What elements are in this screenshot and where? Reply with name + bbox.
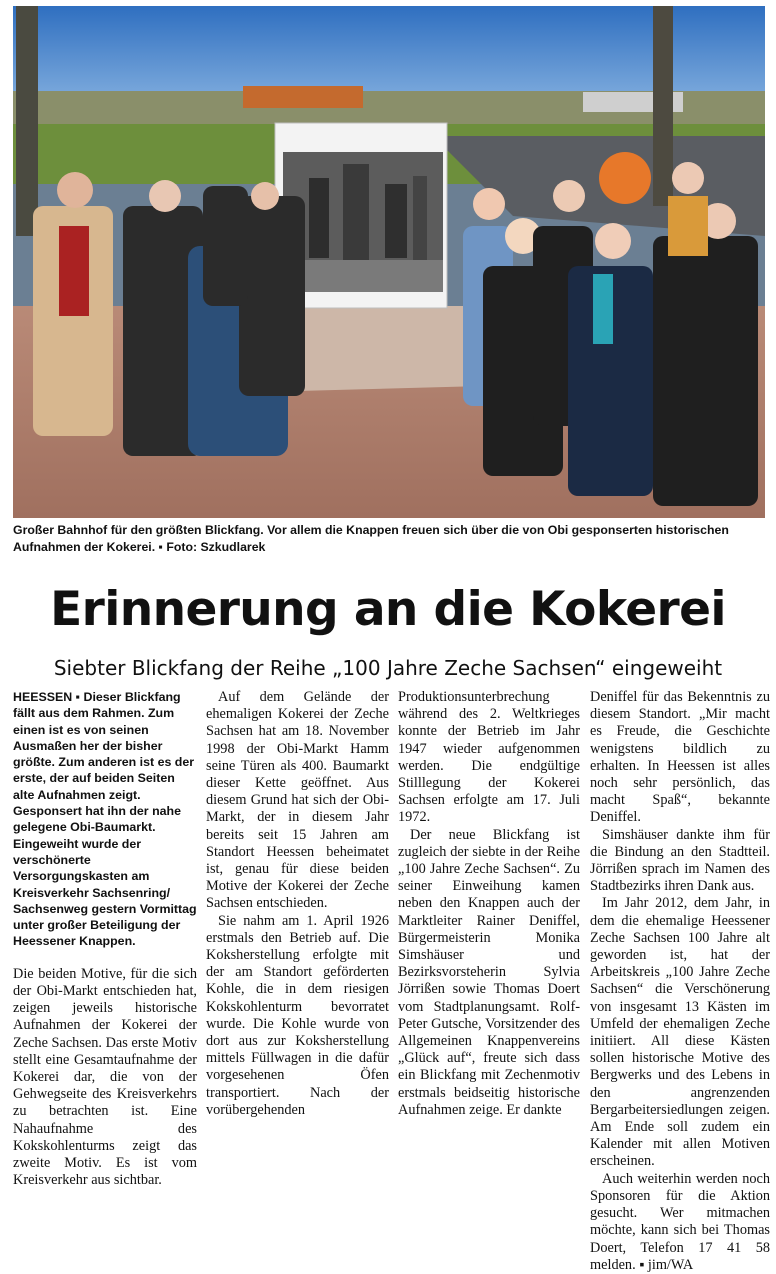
body-paragraph-continued: Deniffel für das Bekenntnis zu diesem Standort. „Mir macht es Freude, die Geschichte wenigstens bildlich zu erhalten. In Heessen ist alles noch sehr persönlich, das macht Spaß“, bekannte Deniffel. — [590, 689, 770, 826]
body-paragraph: Die beiden Motive, für die sich der Obi-Markt entschieden hat, zeigen jeweils historische Aufnahmen der Kokerei der Zeche Sachsen. Das erste Motiv stellt eine Gesamtaufnahme der Kokerei dar, die von der Gehwegseite des Kreisverkehrs zu betrachten ist. Eine Nahaufnahme des Kokskohlenturms zeigt das zweite Motiv. Es ist vom Kreisverkehr aus sichtbar. — [13, 965, 197, 1189]
article-lead: HEESSEN ▪ Dieser Blickfang fällt aus dem Rahmen. Zum einen ist es von seinen Ausmaßen her der bisher größte. Zum anderen ist es der erste, der auf beiden Seiten alte Aufnahmen zeigt. Gesponsert hat ihn der nahe gelegene Obi-Baumarkt. Eingeweiht wurde der verschönerte Versorgungskasten am Kreisverkehr Sachsenring/ Sachsenweg gestern Vormittag unter großer Beteiligung der Heessener Knappen. — [13, 690, 197, 949]
group-photo-image — [13, 6, 765, 518]
text-column-2 — [206, 689, 389, 1119]
article-subheadline: Siebter Blickfang der Reihe „100 Jahre Zeche Sachsen“ eingeweiht — [53, 656, 723, 680]
body-paragraph: Im Jahr 2012, dem Jahr, in dem die ehemalige Heessener Zeche Sachsen 100 Jahre alt geworden ist, hat der Arbeitskreis „100 Jahre Zeche Sachsen“ die Verschönerung von insgesamt 13 Kästen im Umfeld der ehemaligen Zeche initiiert. All diese Kästen sollen historische Motive des Bergwerks und des Lebens in den angrenzenden Bergarbeitersiedlungen zeigen. Am Ende soll zudem ein Kalender mit allen Motiven erscheinen. — [590, 895, 770, 1170]
body-paragraph-continued: Produktionsunterbrechung während des 2. Weltkrieges konnte der Betrieb im Jahr 1947 wieder aufgenommen werden. Die endgültige Stilllegung der Kokerei Sachsen erfolgte am 17. Juli 1972. — [398, 689, 580, 826]
body-paragraph: Sie nahm am 1. April 1926 erstmals den Betrieb auf. Die Koksherstellung erfolgte mit der am Standort geförderten Kohle, die in dem riesigen Kokskohlenturm bevorratet wurde. Die Kohle wurde von dort aus zur Koksherstellung mittels Füllwagen in die dafür vorgesehenen Öfen transportiert. Nach der vorübergehenden — [206, 912, 389, 1118]
text-column-1 — [13, 689, 197, 1189]
photo-caption: Großer Bahnhof für den größten Blickfang. Vor allem die Knappen freuen sich über die von Obi gesponserten historischen Aufnahmen der Kokerei. ▪ Foto: Szkudlarek — [13, 523, 729, 554]
body-paragraph: Auf dem Gelände der ehemaligen Kokerei der Zeche Sachsen hat am 18. November 1998 der Obi-Markt Hamm seine Türen als 400. Baumarkt dieser Kette geöffnet. Aus diesem Grund hat sich der Obi-Markt, der in diesem Jahr bereits seit 15 Jahren am Standort Heessen beheimatet ist, genau für diese beiden Motive der Kokerei der Zeche Sachsen entschieden. — [206, 689, 389, 912]
article-headline: Erinnerung an die Kokerei — [50, 582, 726, 637]
body-paragraph: Auch weiterhin werden noch Sponsoren für die Aktion gesucht. Wer mitmachen möchte, kann sich bei Thomas Doert, Telefon 17 41 58 melden. ▪ jim/WA — [590, 1170, 770, 1273]
body-paragraph: Der neue Blickfang ist zugleich der siebte in der Reihe „100 Jahre Zeche Sachsen“. Zu seiner Einweihung kamen neben den Knappen auch der Marktleiter Rainer Deniffel, Bürgermeisterin Monika Simshäuser und Bezirksvorsteherin Sylvia Jörrißen sowie Thomas Doert vom Stadtplanungsamt. Rolf-Peter Gutsche, Vorsitzender des Allgemeinen Knappenvereins „Glück auf“, freute sich dass ein Blickfang mit Zechenmotiv erstmals beidseitig historische Aufnahmen zeige. Er dankte — [398, 826, 580, 1118]
text-column-4 — [590, 689, 770, 1274]
body-paragraph: Simshäuser dankte ihm für die Bindung an den Stadtteil. Jörrißen sprach im Namen des Stadtbezirks ihren Dank aus. — [590, 826, 770, 895]
article-photo — [13, 6, 765, 518]
text-column-3 — [398, 689, 580, 1119]
